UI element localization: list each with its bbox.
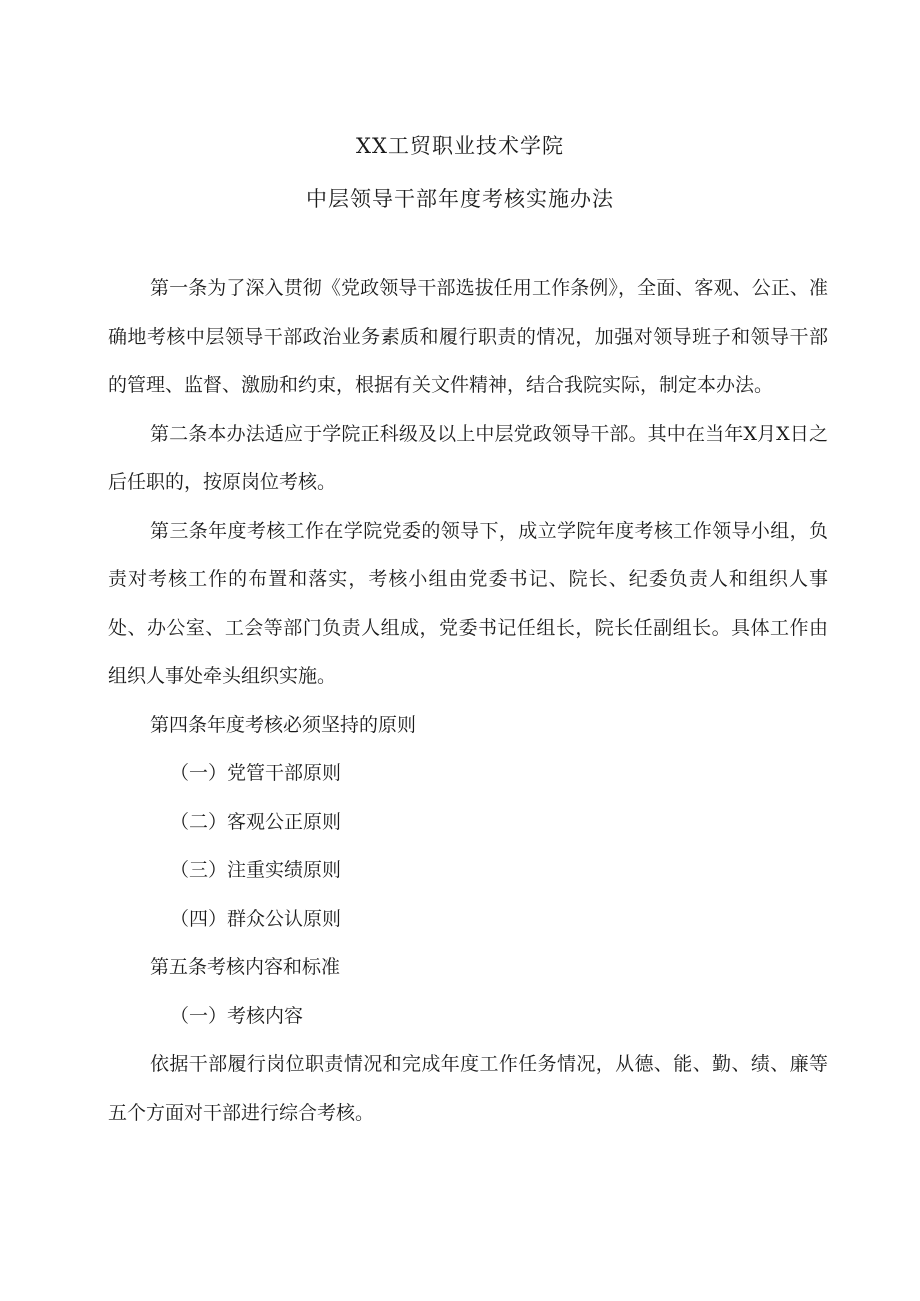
principle-item-4: （四）群众公认原则 (170, 907, 342, 930)
article-3-paragraph: 第三条年度考核工作在学院党委的领导下，成立学院年度考核工作领导小组，负责对考核工作的布置和落实，考核小组由党委书记、院长、纪委负责人和组织人事处、办公室、工会等部门负责人组成，党委书记任组长，院长任副组长。具体工作由组织人事处牵头组织实施。 (108, 519, 828, 687)
principle-item-1: （一）党管干部原则 (170, 762, 342, 784)
principle-item-3: （三）注重实绩原则 (170, 859, 342, 881)
assessment-content-paragraph: 依据干部履行岗位职责情况和完成年度工作任务情况，从德、能、勤、绩、廉等五个方面对干部进行综合考核。 (108, 1053, 828, 1124)
principle-item-2: （二）客观公正原则 (170, 810, 342, 833)
document-body (108, 264, 828, 1137)
article-1-paragraph: 第一条为了深入贯彻《党政领导干部选拔任用工作条例》，全面、客观、公正、准确地考核中层领导干部政治业务素质和履行职责的情况，加强对领导班子和领导干部的管理、监督、激励和约束，根据有关文件精神，结合我院实际，制定本办法。 (108, 277, 828, 396)
document-title-institution: XX工贸职业技术学院 (356, 134, 564, 158)
article-5-heading: 第五条考核内容和标准 (150, 956, 341, 978)
section-heading-content: （一）考核内容 (170, 1004, 304, 1027)
article-2-paragraph: 第二条本办法适应于学院正科级及以上中层党政领导干部。其中在当年X月X日之后任职的，按原岗位考核。 (108, 422, 828, 493)
document-title-subject: 中层领导干部年度考核实施办法 (306, 187, 614, 211)
article-4-heading: 第四条年度考核必须坚持的原则 (150, 713, 417, 736)
